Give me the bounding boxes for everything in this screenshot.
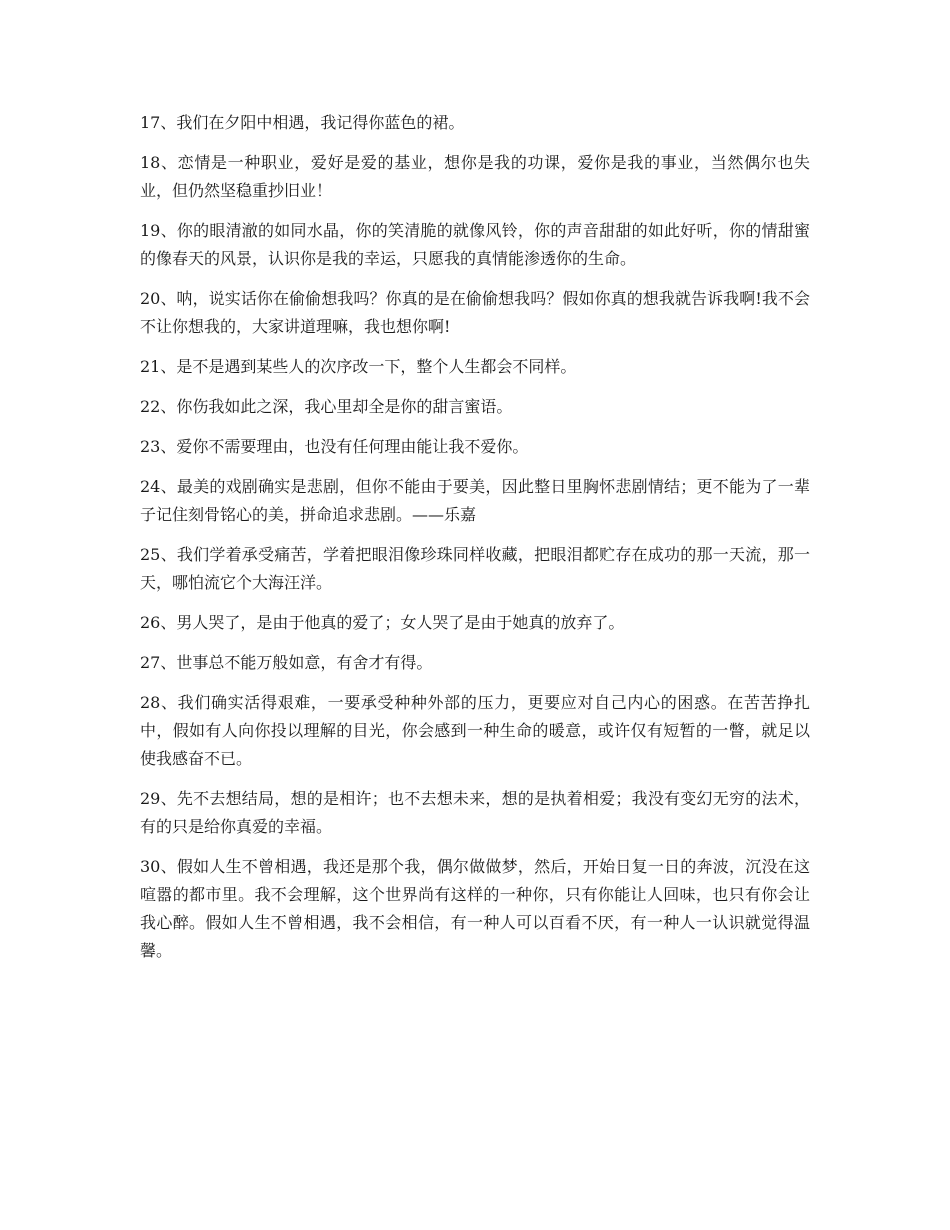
paragraph-28: 28、我们确实活得艰难，一要承受种种外部的压力，更要应对自己内心的困惑。在苦苦挣扎中，假如有人向你投以理解的目光，你会感到一种生命的暖意，或许仅有短暂的一瞥，就足以使我感奋不已。 (140, 693, 810, 768)
paragraph-24: 24、最美的戏剧确实是悲剧，但你不能由于要美，因此整日里胸怀悲剧情结；更不能为了一辈子记住刻骨铭心的美，拼命追求悲剧。——乐嘉 (140, 477, 810, 524)
paragraph-29: 29、先不去想结局，想的是相许；也不去想未来，想的是执着相爱；我没有变幻无穷的法术，有的只是给你真爱的幸福。 (140, 789, 810, 836)
paragraph-17: 17、我们在夕阳中相遇，我记得你蓝色的裙。 (140, 113, 465, 132)
paragraph-26: 26、男人哭了，是由于他真的爱了；女人哭了是由于她真的放弃了。 (140, 613, 625, 632)
paragraph-18: 18、恋情是一种职业，爱好是爱的基业，想你是我的功课，爱你是我的事业，当然偶尔也失业，但仍然坚稳重抄旧业！ (140, 153, 810, 200)
paragraph-23: 23、爱你不需要理由，也没有任何理由能让我不爱你。 (140, 437, 529, 456)
paragraph-22: 22、你伤我如此之深，我心里却全是你的甜言蜜语。 (140, 397, 513, 416)
paragraph-19: 19、你的眼清澈的如同水晶，你的笑清脆的就像风铃，你的声音甜甜的如此好听，你的情甜蜜的像春天的风景，认识你是我的幸运，只愿我的真情能渗透你的生命。 (140, 221, 810, 268)
paragraph-30: 30、假如人生不曾相遇，我还是那个我，偶尔做做梦，然后，开始日复一日的奔波，沉没在这喧嚣的都市里。我不会理解，这个世界尚有这样的一种你，只有你能让人回味，也只有你会让我心醉。假如人生不曾相遇，我不会相信，有一种人可以百看不厌，有一种人一认识就觉得温馨。 (140, 857, 810, 960)
paragraph-27: 27、世事总不能万般如意，有舍才有得。 (140, 653, 433, 672)
paragraph-25: 25、我们学着承受痛苦，学着把眼泪像珍珠同样收藏，把眼泪都贮存在成功的那一天流，那一天，哪怕流它个大海汪洋。 (140, 545, 810, 592)
paragraph-20: 20、呐，说实话你在偷偷想我吗？你真的是在偷偷想我吗？假如你真的想我就告诉我啊!我不会不让你想我的，大家讲道理嘛，我也想你啊! (140, 289, 810, 336)
document-body (140, 109, 810, 977)
paragraph-21: 21、是不是遇到某些人的次序改一下，整个人生都会不同样。 (140, 357, 577, 376)
